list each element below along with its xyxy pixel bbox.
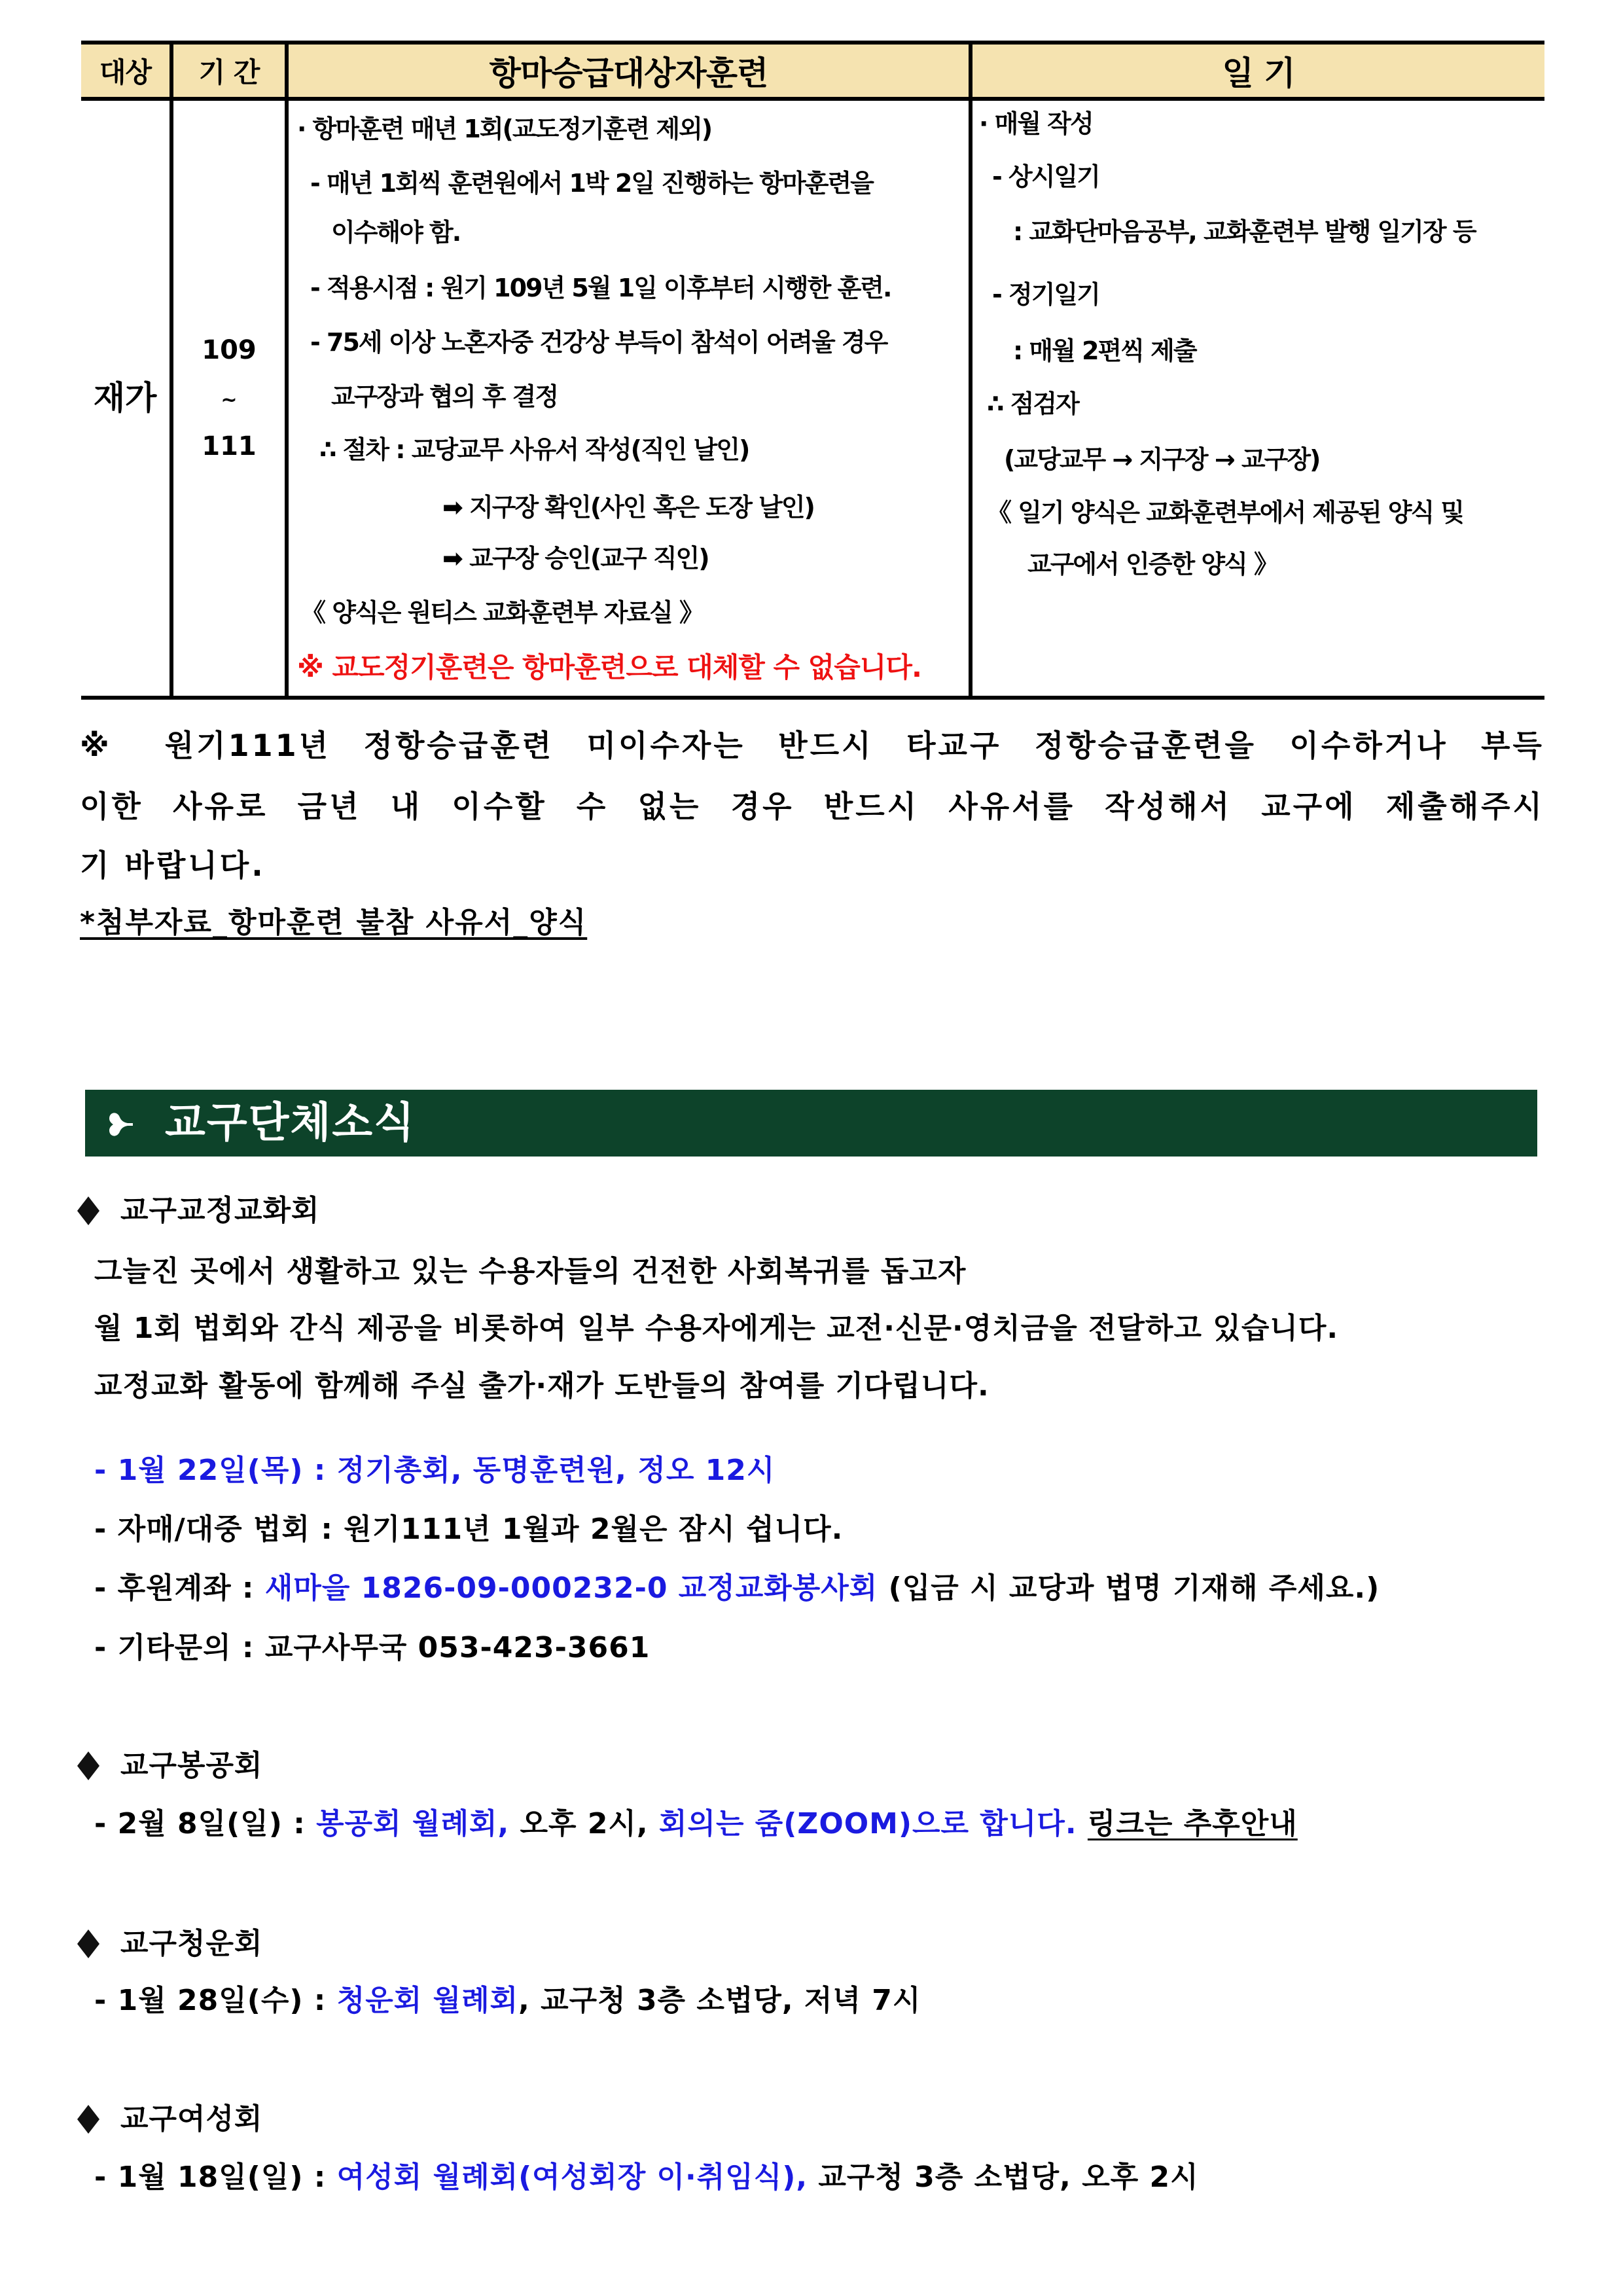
diary-line: - 정기일기 [992, 280, 1099, 309]
link-notice[interactable]: 링크는 추후안내 [1087, 1807, 1298, 1840]
training-line: - 매년 1회씩 훈련원에서 1박 2일 진행하는 항마훈련을 [310, 169, 873, 198]
diamond-bullet-icon [77, 1929, 99, 1958]
section-title: 교구봉공회 [120, 1749, 263, 1782]
item-dash: - [94, 1984, 118, 2017]
list-item [94, 2163, 1199, 2192]
training-line: ➡ 지구장 확인(사인 혹은 도장 날인) [442, 493, 814, 522]
diary-line: - 상시일기 [992, 162, 1099, 191]
diary-line: 교구에서 인증한 양식 》 [1027, 550, 1278, 579]
training-line: 이수해야 함. [331, 218, 461, 247]
diamond-bullet-icon [77, 1751, 99, 1780]
section-heading-service [77, 1751, 263, 1780]
section-banner [85, 1090, 1537, 1157]
item-text-blue: 여성회 월례회(여성회장 이·취임식), [336, 2161, 808, 2194]
column-divider [169, 45, 173, 696]
list-item [94, 1807, 1298, 1840]
section-heading-correction [77, 1196, 320, 1225]
list-item [94, 1571, 1380, 1605]
attachment-link[interactable]: *첨부자료_항마훈련 불참 사유서_양식 [80, 906, 588, 939]
section-title: 교구여성회 [120, 2102, 263, 2136]
diary-line: : 매월 2편씩 제출 [1013, 336, 1196, 365]
training-line: - 75세 이상 노혼자중 건강상 부득이 참석이 어려울 경우 [310, 328, 887, 357]
list-item [94, 1515, 843, 1544]
column-divider [285, 45, 289, 696]
paragraph-line: 교정교화 활동에 함께해 주실 출가·재가 도반들의 참여를 기다립니다. [94, 1369, 990, 1403]
list-item [94, 1631, 651, 1664]
item-dash: - [94, 1454, 118, 1487]
training-line: ➡ 교구장 승인(교구 직인) [442, 544, 709, 573]
header-training: 항마승급대상자훈련 [489, 54, 768, 92]
table-bottom-border [81, 696, 1544, 700]
paragraph-line: 그늘진 곳에서 생활하고 있는 수용자들의 건전한 사회복귀를 돕고자 [94, 1255, 967, 1288]
period-start: 109 [202, 335, 257, 365]
item-text-tail: (입금 시 교당과 법명 기재해 주세요.) [878, 1571, 1380, 1605]
item-date: 2월 8일(일) : [117, 1807, 317, 1840]
notice-line: ※ 원기111년 정항승급훈련 미이수자는 반드시 타교구 정항승급훈련을 이수하거나 부득 [80, 728, 1544, 763]
diamond-bullet-icon [77, 1196, 99, 1225]
list-item [94, 1456, 775, 1485]
training-line: ∴ 절차 : 교당교무 사유서 작성(직인 날인) [319, 435, 749, 464]
item-text: 기타문의 : 교구사무국 053-423-3661 [117, 1631, 651, 1664]
banner-title: 교구단체소식 [165, 1099, 416, 1147]
section-title: 교구교정교화회 [120, 1194, 320, 1227]
item-text: 후원계좌 : [117, 1571, 265, 1605]
training-line: 《 양식은 원티스 교화훈련부 자료실 》 [301, 598, 704, 627]
diary-line: ∴ 점검자 [987, 389, 1079, 418]
target-cell: 재가 [93, 379, 157, 417]
item-text: 오후 2시, [509, 1807, 659, 1840]
item-text: 자매/대중 법회 : 원기111년 1월과 2월은 잠시 쉽니다. [117, 1513, 844, 1546]
item-text-blue: 회의는 줌(ZOOM)으로 합니다. [658, 1807, 1077, 1840]
period-separator: ~ [221, 389, 238, 412]
training-diary-table [81, 41, 1544, 700]
item-text-blue: 봉공회 월례회, [316, 1807, 510, 1840]
diary-line: 《 일기 양식은 교화훈련부에서 제공된 양식 및 [987, 498, 1464, 527]
item-text-blue: 청운회 월례회 [336, 1984, 519, 2017]
header-period: 기 간 [198, 56, 260, 88]
rotated-floral-heart-icon [108, 1109, 134, 1139]
item-text-tail: 교구청 3층 소법당, 오후 2시 [808, 2161, 1199, 2194]
column-divider [969, 45, 972, 696]
section-title: 교구청운회 [120, 1927, 263, 1960]
notice-line: 기 바랍니다. [80, 848, 266, 883]
header-diary: 일 기 [1222, 54, 1295, 92]
training-warning: ※ 교도정기훈련은 항마훈련으로 대체할 수 없습니다. [297, 651, 921, 683]
training-line: - 적용시점 : 원기 109년 5월 1일 이후부터 시행한 훈련. [310, 274, 891, 302]
item-date: 1월 28일(수) : [117, 1984, 337, 2017]
item-dash: - [94, 2161, 118, 2194]
item-text-blue: 1월 22일(목) : 정기총회, 동명훈련원, 정오 12시 [117, 1454, 776, 1487]
training-line: 교구장과 협의 후 결정 [331, 382, 558, 411]
item-dash: - [94, 1513, 118, 1546]
diary-line: (교당교무 → 지구장 → 교구장) [1004, 445, 1320, 474]
diary-line: : 교화단마음공부, 교화훈련부 발행 일기장 등 [1013, 217, 1476, 246]
paragraph-line: 월 1회 법회와 간식 제공을 비롯하여 일부 수용자에게는 교전·신문·영치금을 전달하고 있습니다. [94, 1312, 1339, 1345]
notice-line: 이한 사유로 금년 내 이수할 수 없는 경우 반드시 사유서를 작성해서 교구에 제출해주시 [80, 789, 1544, 824]
period-end: 111 [202, 431, 257, 461]
item-dash: - [94, 1807, 118, 1840]
bank-account: 새마을 1826-09-000232-0 교정교화봉사회 [264, 1571, 878, 1605]
section-heading-women [77, 2102, 263, 2136]
item-text-tail: , 교구청 3층 소법당, 저녁 7시 [518, 1984, 921, 2017]
list-item [94, 1986, 921, 2015]
item-dash: - [94, 1631, 118, 1664]
item-dash: - [94, 1571, 118, 1605]
training-line: · 항마훈련 매년 1회(교도정기훈련 제외) [297, 115, 712, 143]
section-heading-youth [77, 1929, 263, 1958]
diamond-bullet-icon [77, 2105, 99, 2134]
item-date: 1월 18일(일) : [117, 2161, 337, 2194]
table-header-border [81, 97, 1544, 101]
diary-line: · 매월 작성 [979, 109, 1093, 138]
header-target: 대상 [99, 56, 152, 88]
